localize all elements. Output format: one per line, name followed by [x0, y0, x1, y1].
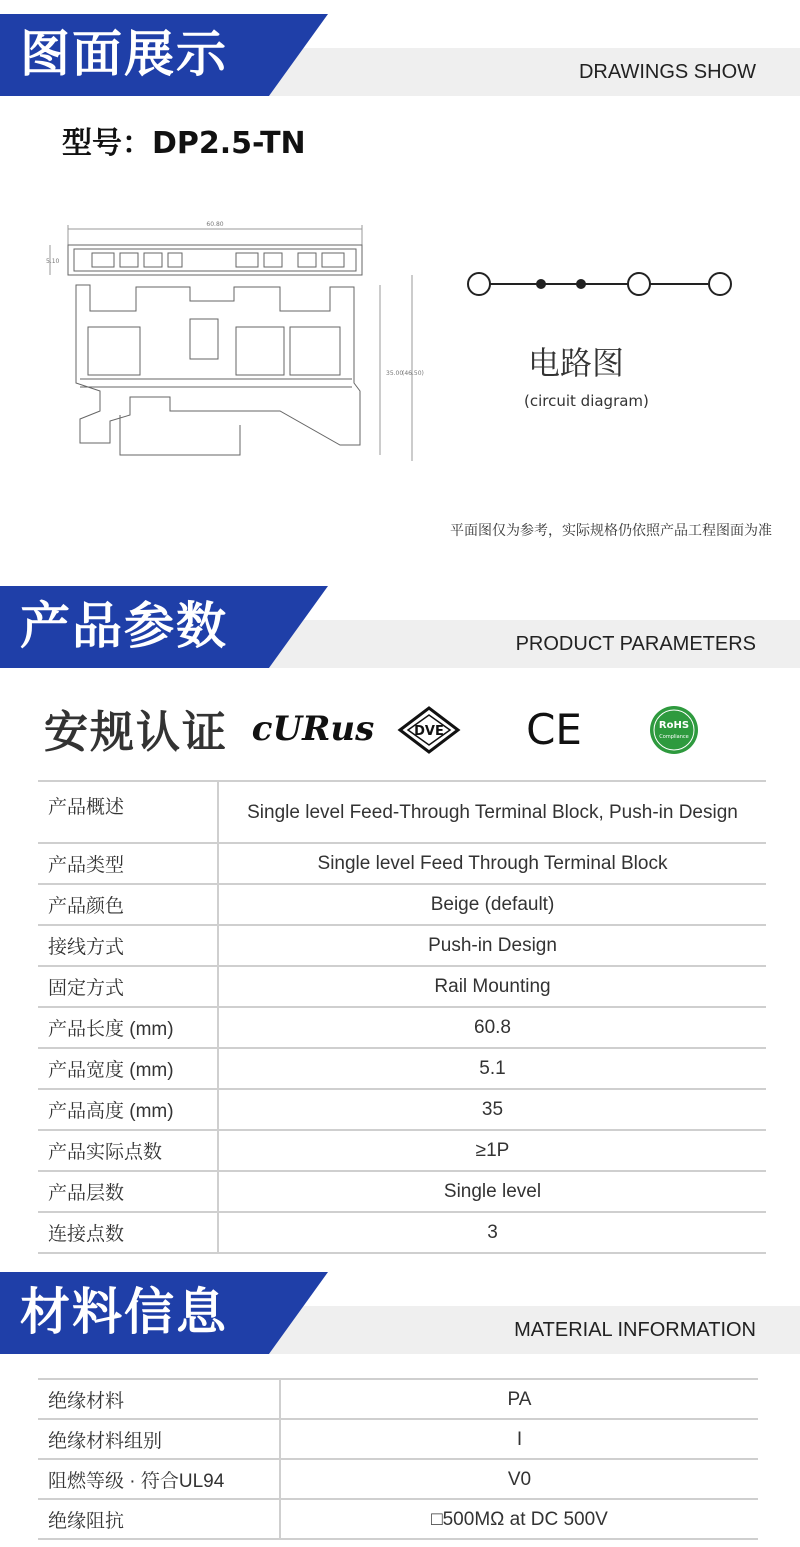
param-value: 60.8	[218, 1007, 766, 1048]
product-params-table	[38, 780, 766, 1254]
vde-logo-text: DVE	[414, 724, 444, 739]
section-subtitle: MATERIAL INFORMATION	[514, 1319, 756, 1341]
table-row	[38, 781, 766, 843]
product-header	[0, 572, 800, 672]
cert-label: 安规认证	[44, 707, 228, 758]
param-key: 产品概述	[38, 781, 218, 843]
section-subtitle: PRODUCT PARAMETERS	[515, 633, 756, 655]
table-row	[38, 1212, 766, 1253]
table-row	[38, 1499, 758, 1539]
table-row	[38, 1130, 766, 1171]
param-value: ≥1P	[218, 1130, 766, 1171]
table-row	[38, 1379, 758, 1419]
table-row	[38, 843, 766, 884]
table-row	[38, 1171, 766, 1212]
table-row	[38, 925, 766, 966]
dim-height2-label: (46.50)	[402, 370, 424, 377]
table-row	[38, 1419, 758, 1459]
param-key: 绝缘阻抗	[38, 1499, 280, 1539]
param-value: Push-in Design	[218, 925, 766, 966]
param-value: □500MΩ at DC 500V	[280, 1499, 758, 1539]
param-value: 35	[218, 1089, 766, 1130]
param-value: Beige (default)	[218, 884, 766, 925]
param-key: 产品实际点数	[38, 1130, 218, 1171]
section-title: 图面展示	[20, 25, 228, 83]
dim-small-label: 5.10	[46, 258, 60, 265]
param-key: 绝缘材料组别	[38, 1419, 280, 1459]
dim-width-label: 60.80	[206, 221, 224, 228]
ce-logo	[522, 704, 586, 754]
param-value: 3	[218, 1212, 766, 1253]
circuit-title: 电路图	[528, 344, 625, 382]
rohs-logo	[648, 704, 700, 756]
param-value: 5.1	[218, 1048, 766, 1089]
drawing-note: 平面图仅为参考，实际规格仍依照产品工程图面为准	[450, 523, 772, 539]
table-row	[38, 1459, 758, 1499]
drawings-header	[0, 0, 800, 100]
param-value: Rail Mounting	[218, 966, 766, 1007]
param-key: 固定方式	[38, 966, 218, 1007]
param-key: 产品层数	[38, 1171, 218, 1212]
ul-logo	[251, 704, 375, 752]
param-value: Single level Feed Through Terminal Block	[218, 843, 766, 884]
certifications	[0, 690, 800, 770]
param-value: PA	[280, 1379, 758, 1419]
param-key: 产品长度 (mm)	[38, 1007, 218, 1048]
table-row	[38, 1089, 766, 1130]
section-subtitle: DRAWINGS SHOW	[578, 61, 756, 83]
vde-logo	[396, 704, 462, 754]
param-key: 阻燃等级 · 符合UL94	[38, 1459, 280, 1499]
dim-height-label: 35.00	[386, 370, 404, 377]
table-row	[38, 884, 766, 925]
param-value: V0	[280, 1459, 758, 1499]
param-key: 产品颜色	[38, 884, 218, 925]
technical-drawing	[40, 215, 424, 465]
param-value: Single level Feed-Through Terminal Block, Push-in Design	[218, 781, 766, 843]
section-title: 材料信息	[20, 1283, 228, 1341]
param-value: I	[280, 1419, 758, 1459]
material-table	[38, 1378, 758, 1540]
param-value: Single level	[218, 1171, 766, 1212]
ul-logo-text: cURus	[251, 709, 375, 749]
ce-logo-text: CE	[526, 705, 582, 754]
table-row	[38, 1048, 766, 1089]
material-header	[0, 1258, 800, 1358]
table-row	[38, 966, 766, 1007]
circuit-diagram	[462, 262, 742, 308]
table-row	[38, 1007, 766, 1048]
rohs-logo-text: RoHS	[658, 720, 690, 731]
param-key: 接线方式	[38, 925, 218, 966]
circuit-subtitle: (circuit diagram)	[524, 392, 649, 410]
rohs-logo-subtext: Compliance	[659, 734, 689, 740]
section-title: 产品参数	[20, 597, 228, 655]
param-key: 产品宽度 (mm)	[38, 1048, 218, 1089]
model-number: 型号：DP2.5-TN	[62, 126, 306, 161]
param-key: 绝缘材料	[38, 1379, 280, 1419]
param-key: 连接点数	[38, 1212, 218, 1253]
param-key: 产品类型	[38, 843, 218, 884]
param-key: 产品高度 (mm)	[38, 1089, 218, 1130]
